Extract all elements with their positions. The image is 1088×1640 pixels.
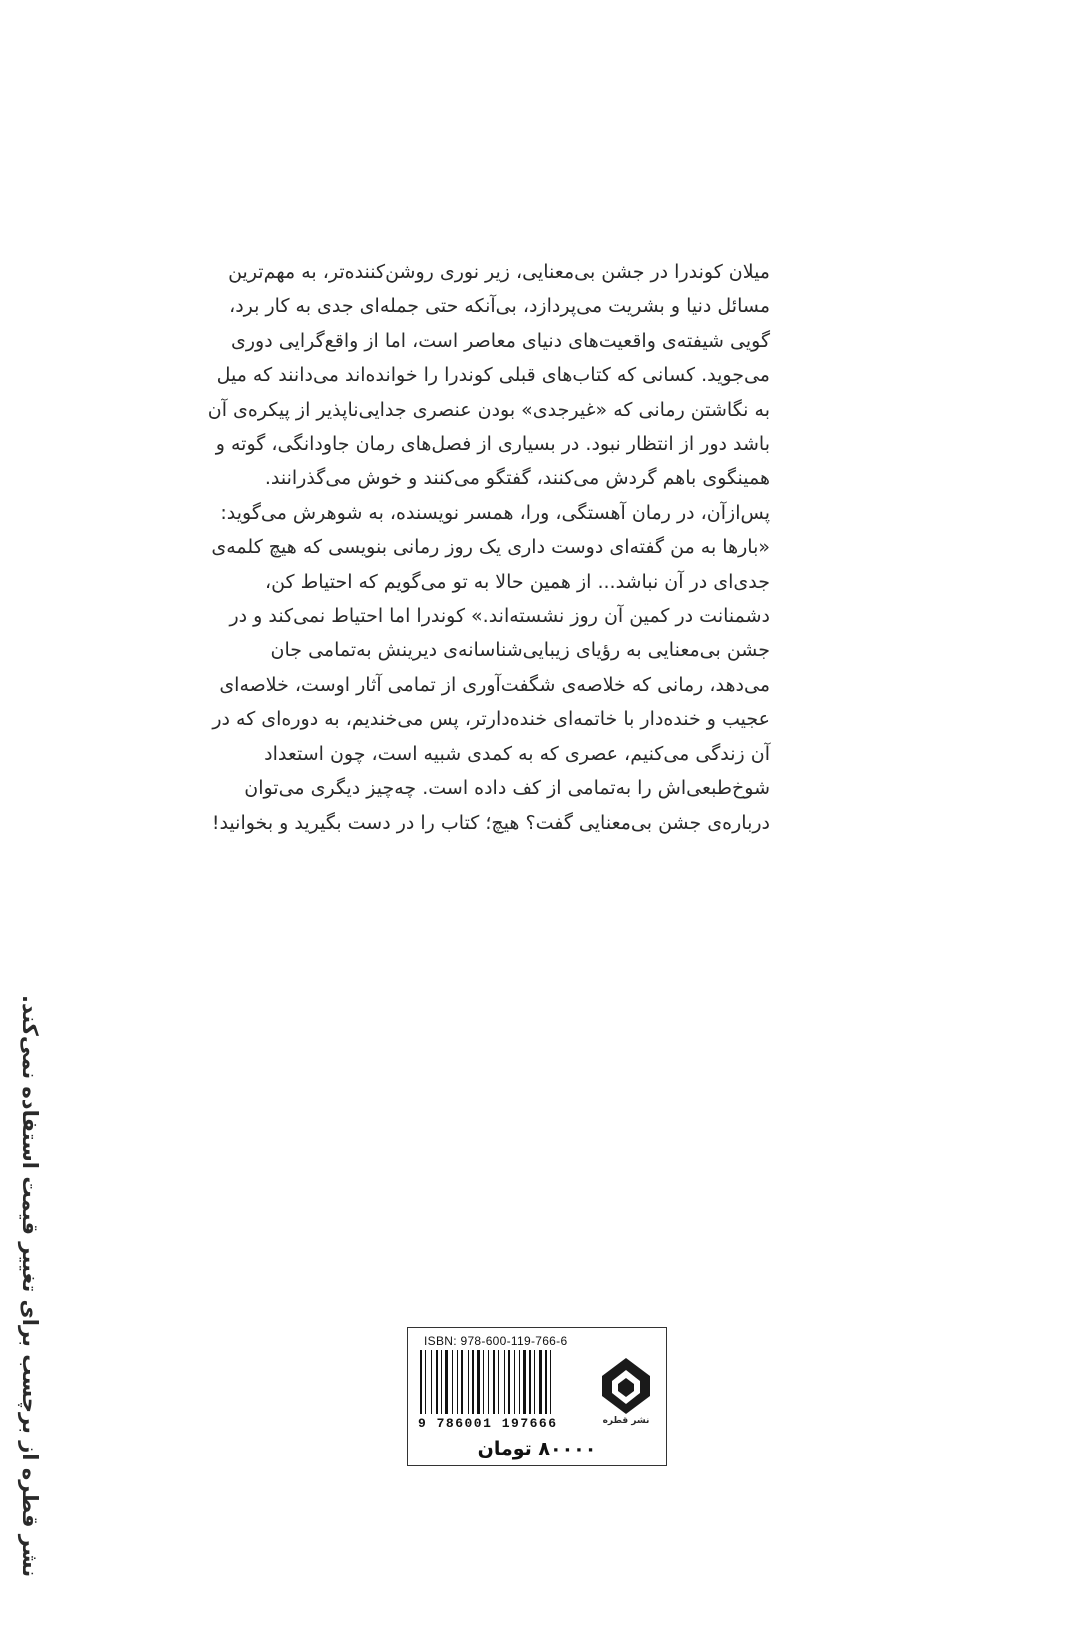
price: ۸۰۰۰۰ تومان xyxy=(477,1438,597,1460)
price-label-notice: نشر قطره از برچسب برای تغییر قیمت استفاده نمی‌کند. xyxy=(18,995,42,1578)
blurb-line: گویی شیفته‌ی واقعیت‌های دنیای معاصر است، اما از واقع‌گرایی دوری xyxy=(230,329,770,352)
barcode-digits: 9 786001 197666 xyxy=(418,1416,558,1431)
blurb-line: میلان کوندرا در جشن بی‌معنایی، زیر نوری روشن‌کننده‌تر، به مهم‌ترین xyxy=(228,261,770,283)
blurb-line: جدی‌ای در آن نباشد... از همین حالا به تو می‌گویم که احتیاط کن، xyxy=(264,570,770,593)
publisher-logo-label: نشر قطره xyxy=(602,1416,650,1426)
blurb-line: «بارها به من گفته‌ای دوست داری یک روز رمانی بنویسی که هیچ کلمه‌ی xyxy=(211,536,770,559)
blurb-line: جشن بی‌معنایی به رؤیای زیبایی‌شناسانه‌ی دیرینش به‌تمامی جان xyxy=(270,639,770,662)
blurb-line: به نگاشتن رمانی که «غیرجدی» بودن عنصری جدایی‌ناپذیر از پیکره‌ی آن xyxy=(207,398,770,421)
blurb-line: می‌جوید. کسانی که کتاب‌های قبلی کوندرا را خوانده‌اند می‌دانند که میل xyxy=(216,364,770,387)
price-box xyxy=(407,1435,667,1466)
blurb-line: پس‌ازآن، در رمان آهستگی، ورا، همسر نویسنده، به شوهرش می‌گوید: xyxy=(220,501,770,524)
blurb-line: باشد دور از انتظار نبود. در بسیاری از فصل‌های رمان جاودانگی، گوته و xyxy=(215,433,770,456)
barcode-icon xyxy=(418,1350,590,1414)
blurb-line: مسائل دنیا و بشریت می‌پردازد، بی‌آنکه حتی جمله‌ای جدی به کار برد، xyxy=(229,295,770,318)
blurb-line: می‌دهد، رمانی که خلاصه‌ی شگفت‌آوری از تمامی آثار اوست، خلاصه‌ای xyxy=(219,673,770,696)
blurb-line: دشمنانت در کمین آن روز نشسته‌اند.» کوندرا اما احتیاط نمی‌کند و در xyxy=(229,605,770,628)
blurb-line: آن زندگی می‌کنیم، عصری که به کمدی شبیه است، چون استعداد xyxy=(264,742,770,765)
blurb-line: شوخ‌طبعی‌اش را به‌تمامی از کف داده است. چه‌چیز دیگری می‌توان xyxy=(244,777,770,800)
blurb-line: عجیب و خنده‌دار با خاتمه‌ای خنده‌دارتر، پس می‌خندیم، به دوره‌ای که در xyxy=(212,708,770,731)
blurb-line: درباره‌ی جشن بی‌معنایی گفت؟ هیچ؛ کتاب را در دست بگیرید و بخوانید! xyxy=(211,811,770,834)
back-cover-blurb xyxy=(205,255,770,840)
blurb-line: همینگوی باهم گردش می‌کنند، گفتگو می‌کنند و خوش می‌گذرانند. xyxy=(264,467,770,490)
isbn-label: ISBN: 978-600-119-766-6 xyxy=(424,1334,568,1348)
isbn-barcode-block xyxy=(407,1327,667,1436)
